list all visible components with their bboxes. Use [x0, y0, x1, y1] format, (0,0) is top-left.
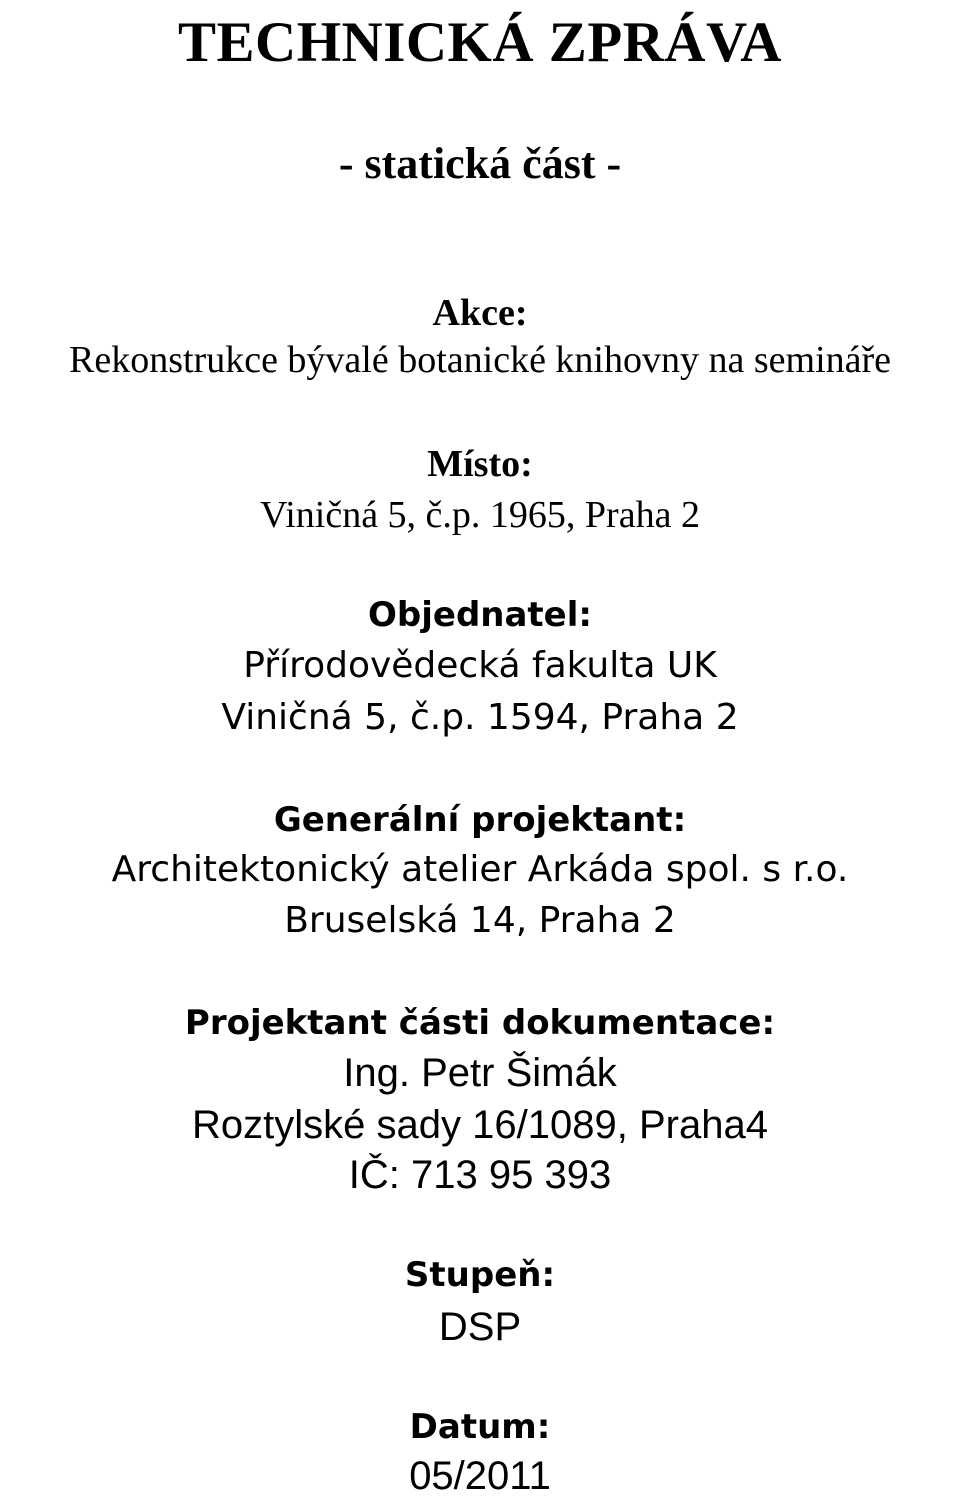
akce-value: Rekonstrukce bývalé botanické knihovny na semináře [68, 339, 892, 381]
document-subtitle: - statická část - [338, 139, 622, 188]
objednatel-line-1: Přírodovědecká fakulta UK [243, 645, 717, 686]
datum-value: 05/2011 [409, 1454, 551, 1498]
projektant-casti-line-3: IČ: 713 95 393 [348, 1153, 612, 1197]
generalni-projektant-line-1: Architektonický atelier Arkáda spol. s r.o. [111, 849, 849, 890]
misto-label: Místo: [427, 443, 533, 485]
objednatel-line-2: Viničná 5, č.p. 1594, Praha 2 [221, 697, 739, 738]
projektant-casti-label: Projektant části dokumentace: [184, 1003, 776, 1043]
objednatel-label: Objednatel: [367, 595, 592, 635]
projektant-casti-line-1: Ing. Petr Šimák [343, 1051, 617, 1095]
generalni-projektant-label: Generální projektant: [273, 800, 687, 840]
projektant-casti-line-2: Roztylské sady 16/1089, Praha4 [192, 1103, 768, 1147]
stupen-value: DSP [438, 1305, 522, 1349]
misto-value: Viničná 5, č.p. 1965, Praha 2 [260, 494, 700, 536]
generalni-projektant-line-2: Bruselská 14, Praha 2 [284, 900, 676, 941]
stupen-label: Stupeň: [404, 1255, 556, 1295]
akce-label: Akce: [432, 292, 528, 334]
document-title: TECHNICKÁ ZPRÁVA [178, 11, 782, 74]
datum-label: Datum: [409, 1407, 551, 1447]
